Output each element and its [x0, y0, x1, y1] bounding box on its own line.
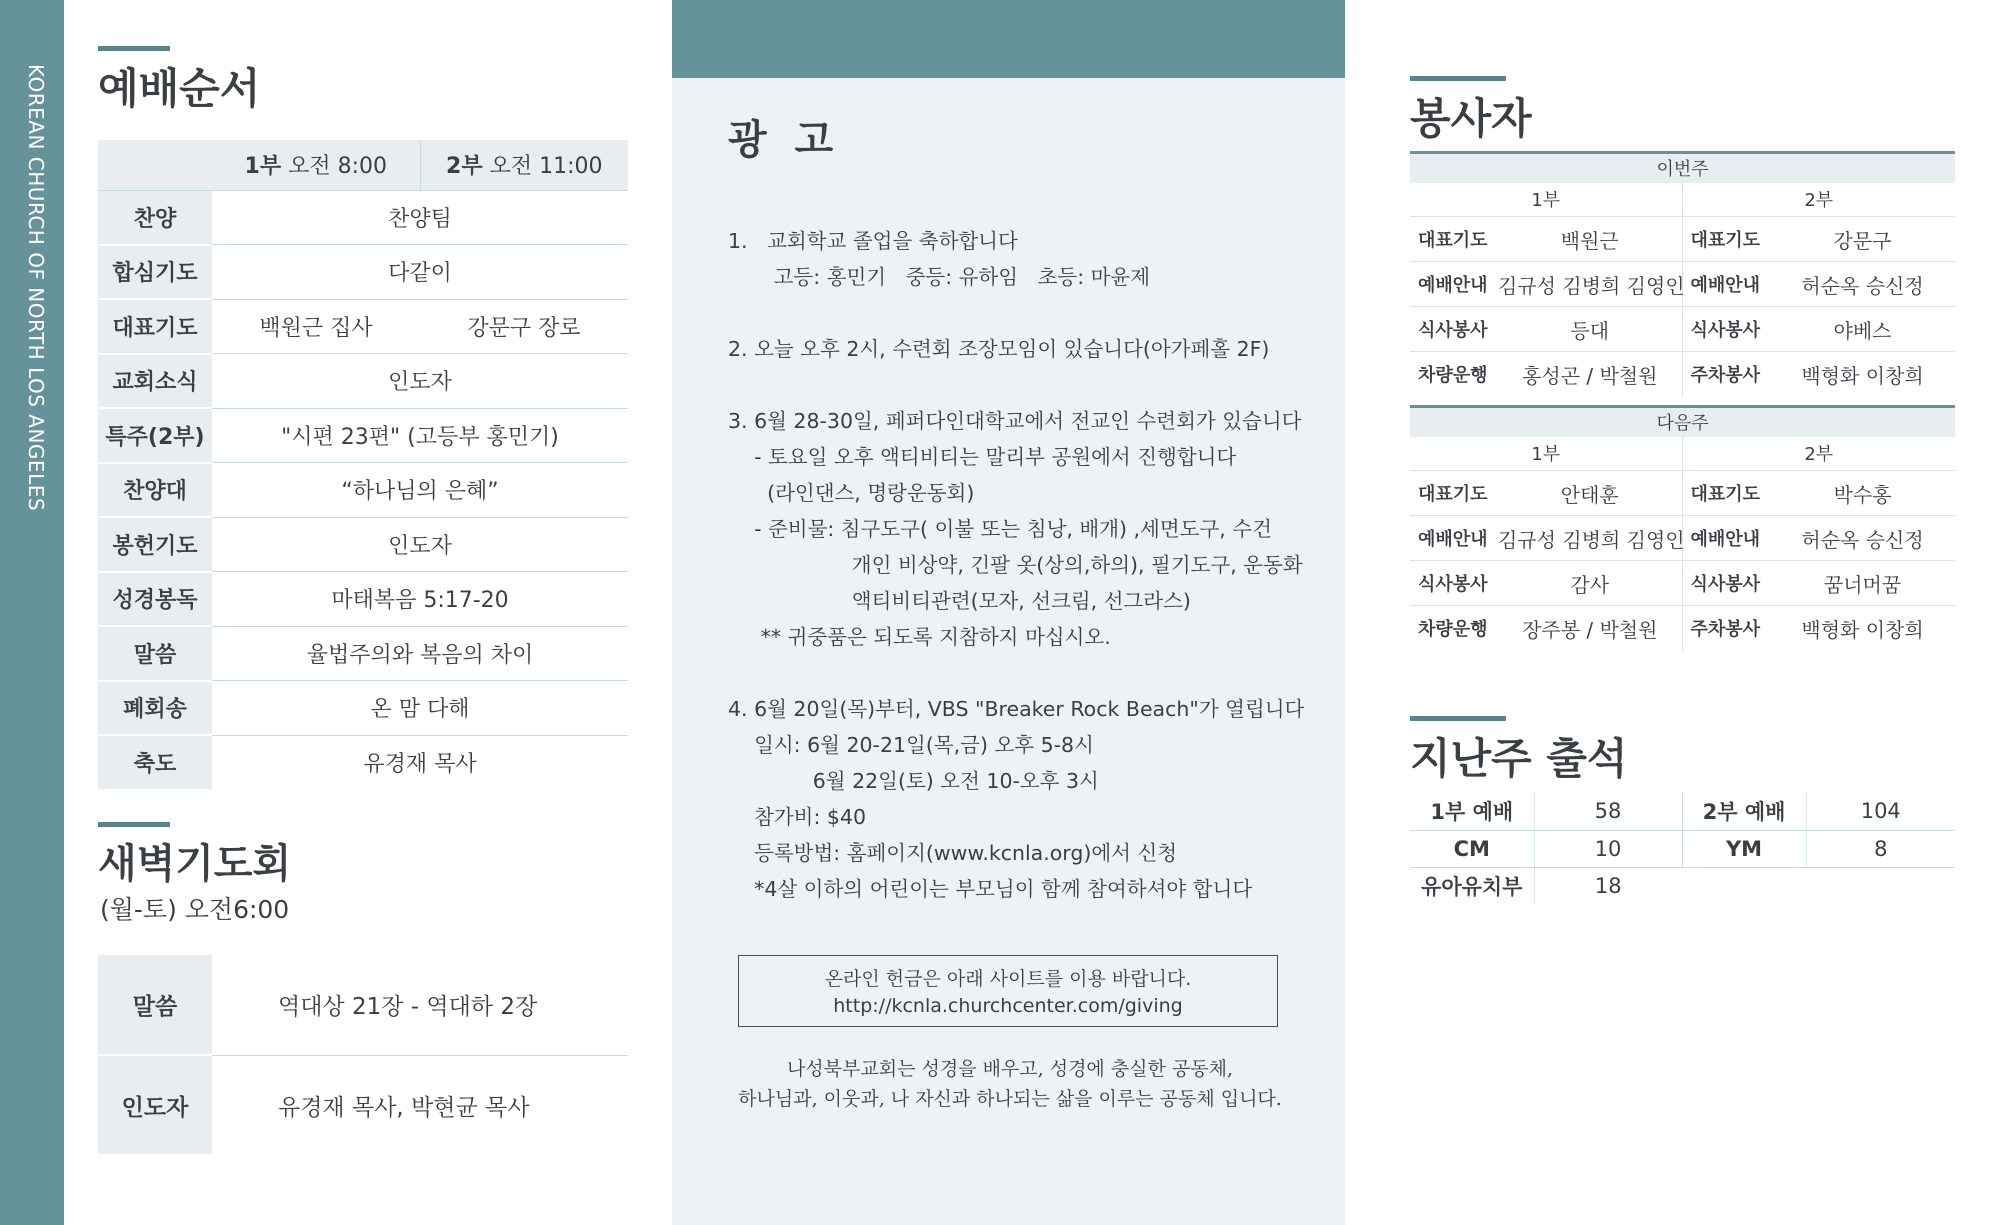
order-row-value: 율법주의와 복음의 차이	[212, 626, 628, 681]
volunteer-name: 꿈너머꿈	[1770, 561, 1955, 606]
service1-header	[212, 140, 420, 190]
order-header-blank	[98, 140, 212, 190]
order-row-label: 대표기도	[98, 299, 212, 354]
attendance-count: 18	[1594, 873, 1622, 898]
service1-label: 1부	[244, 154, 282, 180]
volunteer-role: 식사봉사	[1410, 561, 1498, 606]
volunteer-row	[1410, 307, 1955, 352]
order-row	[98, 626, 628, 681]
announcement-line: (라인댄스, 명랑운동회)	[728, 481, 975, 505]
order-row-label: 찬양	[98, 190, 212, 245]
order-row	[98, 463, 628, 518]
order-row-label: 성경봉독	[98, 572, 212, 627]
volunteer-name: 강문구	[1770, 217, 1955, 262]
volunteer-name: 홍성곤 / 박철원	[1498, 352, 1682, 397]
service2-header	[420, 140, 628, 190]
attendance-label: CM	[1410, 830, 1534, 867]
volunteer-role: 식사봉사	[1410, 307, 1498, 352]
attendance-table	[1410, 793, 1955, 904]
order-row	[98, 190, 628, 245]
volunteer-row	[1410, 561, 1955, 606]
volunteers-title: 봉사자	[1410, 94, 1532, 143]
church-motto	[680, 1054, 1340, 1114]
part2-label: 2부	[1682, 437, 1955, 471]
order-row-value: "시편 23편" (고등부 홍민기)	[212, 408, 628, 463]
order-row-label: 특주(2부)	[98, 408, 212, 463]
order-row-label: 찬양대	[98, 463, 212, 518]
volunteer-name: 등대	[1498, 307, 1682, 352]
order-row	[98, 354, 628, 409]
volunteer-role: 예배안내	[1410, 262, 1498, 307]
announcements-title: 광 고	[728, 116, 834, 163]
volunteer-name: 백형화 이창희	[1801, 617, 1924, 642]
volunteer-name: 김규성 김병희 김영인	[1498, 516, 1682, 561]
volunteer-role: 예배안내	[1682, 262, 1770, 307]
volunteer-row	[1410, 217, 1955, 262]
attendance-row	[1410, 830, 1955, 867]
order-row	[98, 408, 628, 463]
order-row-label: 축도	[98, 735, 212, 790]
volunteer-name: 박수홍	[1770, 471, 1955, 516]
volunteer-name: 장주봉 / 박철원	[1498, 606, 1682, 651]
volunteer-role: 예배안내	[1410, 516, 1498, 561]
order-row-value: 마태복음 5:17-20	[212, 572, 628, 627]
giving-text: 온라인 헌금은 아래 사이트를 이용 바랍니다.	[824, 968, 1192, 990]
announcement-line: 참가비: $40	[728, 805, 867, 829]
part1-label: 1부	[1410, 437, 1682, 471]
attendance-title-rule	[1410, 716, 1506, 721]
part-header-row	[1410, 437, 1955, 471]
announcement-line: - 토요일 오후 액티비티는 말리부 공원에서 진행합니다	[728, 445, 1237, 469]
volunteer-role: 식사봉사	[1682, 561, 1770, 606]
order-row-label: 말씀	[98, 626, 212, 681]
motto-line: 하나님과, 이웃과, 나 자신과 하나되는 삶을 이루는 공동체 입니다.	[738, 1088, 1282, 1110]
service1-time: 오전 8:00	[288, 154, 387, 180]
order-row-label: 교회소식	[98, 354, 212, 409]
dawn-row-value: 유경재 목사, 박현균 목사	[278, 1094, 530, 1121]
volunteer-role: 식사봉사	[1682, 307, 1770, 352]
announcement-line: 6월 22일(토) 오전 10-오후 3시	[728, 769, 1099, 793]
dawn-title-rule	[98, 822, 170, 827]
dawn-row	[98, 1055, 628, 1155]
dawn-row-value: 역대상 21장 - 역대하 2장	[212, 955, 628, 1055]
service2-time: 오전 11:00	[489, 154, 603, 180]
volunteer-name: 백형화 이창희	[1801, 363, 1924, 388]
volunteer-name: 안태훈	[1498, 471, 1682, 516]
attendance-label: YM	[1682, 830, 1806, 867]
announcement-line: 일시: 6월 20-21일(목,금) 오후 5-8시	[728, 733, 1094, 757]
order-row	[98, 299, 628, 354]
volunteer-name: 감사	[1498, 561, 1682, 606]
volunteer-name: 허순옥 승신정	[1770, 262, 1955, 307]
volunteer-row	[1410, 352, 1955, 397]
attendance-row	[1410, 793, 1955, 830]
volunteer-row	[1410, 471, 1955, 516]
service2-label: 2부	[446, 154, 483, 180]
order-title-rule	[98, 46, 170, 51]
attendance-count: 104	[1806, 793, 1955, 830]
order-row-label: 합심기도	[98, 245, 212, 300]
part1-label: 1부	[1410, 183, 1682, 217]
this-week-label: 이번주	[1410, 153, 1955, 183]
volunteer-name: 김규성 김병희 김영인	[1498, 262, 1682, 307]
attendance-count: 10	[1534, 830, 1682, 867]
order-row-value: 다같이	[212, 245, 628, 300]
announcement-line: ** 귀중품은 되도록 지참하지 마십시오.	[728, 625, 1111, 649]
order-header-row	[98, 140, 628, 190]
order-row	[98, 572, 628, 627]
volunteer-row	[1410, 262, 1955, 307]
attendance-label: 2부 예배	[1682, 793, 1806, 830]
order-table	[98, 140, 628, 791]
order-row	[98, 517, 628, 572]
order-row-label: 폐회송	[98, 681, 212, 736]
volunteers-next-week-table	[1410, 405, 1955, 651]
announcement-line: 3. 6월 28-30일, 페퍼다인대학교에서 전교인 수련회가 있습니다	[728, 409, 1302, 433]
week-header-row	[1410, 153, 1955, 183]
week-header-row	[1410, 407, 1955, 437]
volunteers-this-week-table	[1410, 151, 1955, 397]
volunteer-row	[1410, 606, 1955, 651]
attendance-count: 8	[1806, 830, 1955, 867]
order-row-value: “하나님의 은혜”	[212, 463, 628, 518]
order-row-value-service1: 백원근 집사	[212, 299, 420, 354]
volunteers-title-rule	[1410, 76, 1506, 81]
announcement-line: *4살 이하의 어린이는 부모님이 함께 참여하셔야 합니다	[728, 877, 1253, 901]
announcement-line: 고등: 홍민기 중등: 유하임 초등: 마윤제	[728, 265, 1151, 289]
church-name-vertical: KOREAN CHURCH OF NORTH LOS ANGELES	[24, 64, 48, 512]
online-giving-box	[738, 955, 1278, 1027]
dawn-title: 새벽기도회	[98, 840, 292, 887]
volunteer-name: 야베스	[1770, 307, 1955, 352]
order-row-value: 인도자	[212, 517, 628, 572]
dawn-table	[98, 955, 628, 1156]
attendance-title: 지난주 출석	[1410, 734, 1628, 783]
part2-label: 2부	[1682, 183, 1955, 217]
volunteer-role: 차량운행	[1418, 365, 1488, 387]
volunteer-role: 주차봉사	[1690, 619, 1761, 641]
volunteer-role: 예배안내	[1682, 516, 1770, 561]
dawn-row	[98, 955, 628, 1055]
giving-link[interactable]: http://kcnla.churchcenter.com/giving	[833, 995, 1183, 1017]
order-row-value: 찬양팀	[212, 190, 628, 245]
order-row	[98, 735, 628, 790]
order-row-label: 봉헌기도	[98, 517, 212, 572]
attendance-row	[1410, 867, 1955, 904]
order-row-value: 유경재 목사	[363, 752, 477, 777]
announcement-line: - 준비물: 침구도구( 이불 또는 침낭, 배개) ,세면도구, 수건	[728, 517, 1272, 541]
order-row	[98, 681, 628, 736]
volunteer-role: 차량운행	[1418, 619, 1488, 641]
attendance-label: 1부 예배	[1410, 793, 1534, 830]
announcement-line: 4. 6월 20일(목)부터, VBS "Breaker Rock Beach"가 열립니다	[728, 697, 1305, 721]
announcement-line: 등록방법: 홈페이지(www.kcnla.org)에서 신청	[728, 841, 1178, 865]
order-row-value-service2: 강문구 장로	[420, 299, 628, 354]
volunteer-role: 주차봉사	[1690, 365, 1761, 387]
announcement-line: 1. 교회학교 졸업을 축하합니다	[728, 229, 1018, 253]
attendance-count: 58	[1534, 793, 1682, 830]
announcements-top-band	[672, 0, 1345, 78]
dawn-schedule: (월-토) 오전6:00	[100, 895, 290, 924]
volunteer-role: 대표기도	[1682, 471, 1770, 516]
next-week-label: 다음주	[1410, 407, 1955, 437]
order-title: 예배순서	[98, 64, 261, 113]
announcement-line: 개인 비상약, 긴팔 옷(상의,하의), 필기도구, 운동화	[728, 553, 1303, 577]
attendance-label: 유아유치부	[1410, 867, 1534, 904]
volunteer-role: 대표기도	[1410, 471, 1498, 516]
order-row-value: 온 맘 다해	[212, 681, 628, 736]
order-row	[98, 245, 628, 300]
dawn-row-label: 말씀	[98, 955, 212, 1055]
dawn-row-label: 인도자	[98, 1055, 212, 1155]
order-row-value: 인도자	[212, 354, 628, 409]
part-header-row	[1410, 183, 1955, 217]
volunteer-name: 백원근	[1498, 217, 1682, 262]
motto-line: 나성북부교회는 성경을 배우고, 성경에 충실한 공동체,	[786, 1058, 1234, 1080]
volunteer-name: 허순옥 승신정	[1770, 516, 1955, 561]
volunteer-role: 대표기도	[1682, 217, 1770, 262]
announcement-line: 2. 오늘 오후 2시, 수련회 조장모임이 있습니다(아가페홀 2F)	[728, 337, 1270, 361]
announcement-line: 액티비티관련(모자, 선크림, 선그라스)	[728, 589, 1191, 613]
volunteer-role: 대표기도	[1410, 217, 1498, 262]
volunteer-row	[1410, 516, 1955, 561]
